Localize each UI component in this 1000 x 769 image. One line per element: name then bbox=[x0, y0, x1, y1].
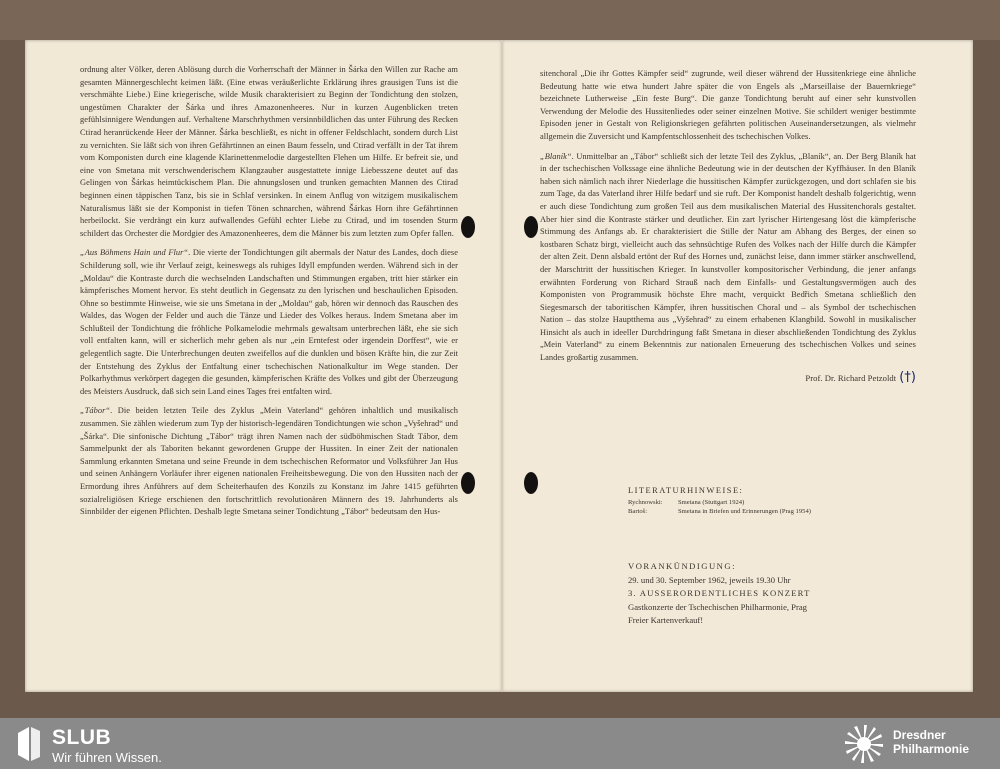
right-text-column bbox=[540, 68, 916, 384]
footer-bar bbox=[0, 718, 1000, 769]
section-title: „Tábor“ bbox=[80, 406, 111, 416]
paragraph-text: . Die vierte der Tondichtungen gilt abermals der Natur des Landes, doch diese Schilderung soll, wie ihr Verlauf zeigt, keineswegs als ruhiges Idyll empfunden werden. Während sich in der „Moldau“ die Kontraste durch die wechselnden Landschaften und Stimmungen ergaben, tritt hier stärker ein kämpferisches Moment hervor. Es steht deutlich in Gegensatz zu den lyrischen und beschaulichen Episoden. Ohne so bestimmte Hinweise, wie sie uns Smetana in der „Moldau“ gab, hören wir dennoch das Rauschen des Waldes, das Wogen der Felder und auch die Tänze und Lieder des Volkes heraus. Indem Smetana aber im Schlußteil der Tondichtung die fröhliche Polkamelodie mehrmals gewaltsam unterbrechen läßt, ehe sie sich voll entfalten kann, will er sicherlich mehr geben als nur „ein Erntefest oder irgendein Dorffest“, wie er gelegentlich sagte. Die Unterbrechungen deuten zweifellos auf die dunklen und bösen Kräfte hin, die zur Zeit der Entstehung des Zyklus der Entfaltung einer tschechischen Nationalkultur im Wege standen. Der Polkarhythmus verkörpert dagegen die gesunden, kämpferischen Kräfte des Volkes und gibt der Überzeugung des Meisters Ausdruck, daß sich sein Land eines Tages frei entfalten wird. bbox=[80, 248, 458, 396]
announcement-date: 29. und 30. September 1962, jeweils 19.30 Uhr bbox=[628, 574, 791, 585]
punch-hole bbox=[524, 472, 538, 494]
slub-logo-icon bbox=[16, 725, 42, 763]
philharmonie-name bbox=[893, 728, 969, 756]
paragraph-tabor-continued: sitenchoral „Die ihr Gottes Kämpfer seid“ zugrunde, weil dieser während der Hussitenkriege eine ähnliche Bedeutung hatte wie etwa hundert Jahre später die von Engels als „Marseillaise der Bauernkriege“ bezeichnete Lutherweise „Ein feste Burg“. Die ganze Tondichtung beruht auf einer sehr kunstvollen Verwendung der Melodie des Hussitenliedes oder seiner einzelnen Motive. Sie schildert weniger bestimmte Episoden jener in Gestalt von Religionskriegen gefährten politischen Auseinandersetzungen, als vielmehr allgemein die Zuversicht und Kampfentschlossenheit des tschechischen Volkes. bbox=[540, 69, 916, 141]
author-line bbox=[540, 369, 916, 385]
section-title: „Aus Böhmens Hain und Flur“ bbox=[80, 248, 189, 258]
announcement-heading: VORANKÜNDIGUNG: bbox=[628, 561, 736, 571]
paragraph-sarka: ordnung alter Völker, deren Ablösung durch die Vorherrschaft der Männer in Šárka den Willen zur Rache am gesamten Männergeschlecht keimen läßt. (Eine etwas veräußerlichte Erklärung ihres grausigen Tuns ist die verschmähte Liebe.) Eine kriegerische, wilde Musik charakterisiert zu Beginn der Tondichtung den stolzen, ungestümen Charakter der Šárka und ihres Amazonenheeres. Nur in kurzen Augenblicken treten gefühlsinnigere Wendungen auf. Verhaltene Marschrhythmen versinnbildlichen das unter Führung des Recken Ctirad heranrückende Heer der Männer. Šárka beschließt, es nicht in offener Feldschlacht, sondern durch List zu vernichten. Sie läßt sich von ihren Gefährtinnen an einen Baum fesseln, und Ctirad verfällt in der Tat ihrem vom Komponisten durch eine klagende Klarinettenmelodie dargestellten Flehen um Hilfe. Er befreit sie, und eine von Smetana mit verschwenderischem Klangzauber ausgestattete innige Liebesszene deutet auf das Gelingen von Šárkas heimtückischem Plan. Die ahnungslosen und trunken gemachten Mannen des Ctirad beginnen einen täppischen Tanz, bis sie in Schlaf versinken. In einem Anflug von witzigem musikalischem Naturalismus läßt sie der Komponist in tiefen Tönen schnarchen, während Šárkas Horn ihre Gefährtinnen herbeilockt. Sie verdrängt ein kurz aufwallendes Gefühl echter Liebe zu Ctirad, und im tosenden Sturm schildert das Orchester die Mordgier des Amazonenheeres, dem die Männer bis zum letzten zum Opfer fallen. bbox=[80, 65, 458, 238]
paragraph-blanik bbox=[540, 151, 916, 365]
handwritten-mark: (†) bbox=[899, 369, 916, 385]
literature-author: Rychnowski: bbox=[628, 499, 663, 506]
literature-row bbox=[628, 507, 928, 516]
announcement-line: Gastkonzerte der Tschechischen Philharmonie, Prag bbox=[628, 601, 807, 612]
section-title: „Blaník“ bbox=[540, 151, 572, 161]
announcement-section bbox=[628, 560, 928, 628]
literature-section bbox=[628, 486, 928, 516]
left-text-column bbox=[80, 64, 458, 526]
announcement-concert: 3. AUSSERORDENTLICHES KONZERT bbox=[628, 588, 811, 598]
author-name: Prof. Dr. Richard Petzoldt bbox=[805, 372, 897, 383]
literature-heading: LITERATURHINWEISE: bbox=[628, 486, 744, 495]
paragraph-text: . Unmittelbar an „Tábor“ schließt sich der letzte Teil des Zyklus, „Blaník“, an. Der Berg Blaník hat in der tschechischen Volkssage eine ähnliche Bedeutung wie in der deutschen der Kyffhäuser. In den Blaník haben sich nämlich nach ihrer Niederlage die hussitischen Kämpfer zurückgezogen, und dort schlafen sie bis zum Tage, da das Vaterland ihrer Hilfe bedarf und sie ruft. Der Komponist handelt deshalb folgerichtig, wenn er auch diese Tondichtung zum großen Teil aus dem musikalischen Material des Hussitenchorals gestaltet. Aber hier sind die Kontraste stärker und deutlicher. Ein zart lyrischer Hirtengesang löst die kämpferische Stimmung des Anfangs ab. Er charakterisiert die Stille der Natur am Abhang des Berges, der einen so kostbaren Schatz birgt, vielleicht auch das sehnsüchtige Rufen des Volkes nach der Hilfe durch die Kämpfer der alten Zeit. Denn alsbald ertönt der Ruf des Hornes und, zunächst leise, dann immer stärker anschwellend, der Marschtritt der hussitischen Krieger. In kunstvoller kompositorischer Verbindung, die jener anfangs erwähnten Forderung von Richard Strauß nach dem Einfalls- und Gestaltungsvermögen auch des Komponisten von Programmusik höchste Ehre macht, verquickt Bedřich Smetana schließlich den Siegesmarsch der taboritischen Kämpfer, ihren hussitischen Choral und – als Symbol der tschechischen Nation – das stolze Hauptthema aus „Vyšehrad“ zu einem erhabenen Klangbild. Sowohl in musikalischer Hinsicht als auch in ideeller Durchdringung faßt Smetana in dieser abschließenden Tondichtung des Zyklus „Mein Vaterland“ zu einem Bekenntnis zur nationalen Erneuerung des tschechischen Volkes und seines Landes großartig zusammen. bbox=[540, 151, 916, 363]
punch-hole bbox=[461, 216, 475, 238]
announcement-line: Freier Kartenverkauf! bbox=[628, 615, 704, 625]
slub-name: SLUB bbox=[52, 726, 112, 749]
literature-title: Smetana in Briefen und Erinnerungen (Prag 1954) bbox=[678, 508, 811, 515]
scan-background bbox=[0, 0, 1000, 40]
punch-hole bbox=[461, 472, 475, 494]
literature-row bbox=[628, 498, 928, 507]
literature-title: Smetana (Stuttgart 1924) bbox=[678, 499, 745, 506]
page-fold bbox=[501, 40, 503, 692]
paragraph-boehmens-hain bbox=[80, 247, 458, 398]
punch-hole bbox=[524, 216, 538, 238]
philharmonie-line: Philharmonie bbox=[893, 742, 970, 756]
literature-author: Bartoš: bbox=[628, 508, 648, 515]
philharmonie-line: Dresdner bbox=[893, 728, 946, 742]
philharmonie-logo-icon bbox=[842, 722, 886, 766]
paragraph-tabor bbox=[80, 405, 458, 518]
slub-tagline: Wir führen Wissen. bbox=[52, 750, 162, 765]
paragraph-text: . Die beiden letzten Teile des Zyklus „Mein Vaterland“ gehören inhaltlich und musikalisch zusammen. Sie zählen wiederum zum Typ der historisch-legendären Tondichtungen wie schon „Vyšehrad“ und „Šárka“. Die sinfonische Dichtung „Tábor“ trägt ihren Namen nach der südböhmischen Stadt Tábor, dem Sammelpunkt der als Taboriten bekannt gewordenen Gruppe der Hussiten. In einer Zeit der nationalen Sammlung erkannten Smetana und seine Freunde in dem tschechischen Reformator und Volksführer Jan Hus und seinen Anhängern Vorläufer ihrer eigenen nationalen Freiheitsbewegung. Die von den Hussiten nach der Ermordung ihres Anführers auf dem Scheiterhaufen des Konzils zu Konstanz im Jahre 1415 geführten sozialreligiösen Kriege erschienen den fortschrittlich revolutionären Männern des 19. Jahrhunderts als Sinnbilder der eigenen Pflichten. Deshalb legte Smetana seiner Tondichtung „Tábor“ bedeutsam den Hus- bbox=[80, 406, 458, 517]
